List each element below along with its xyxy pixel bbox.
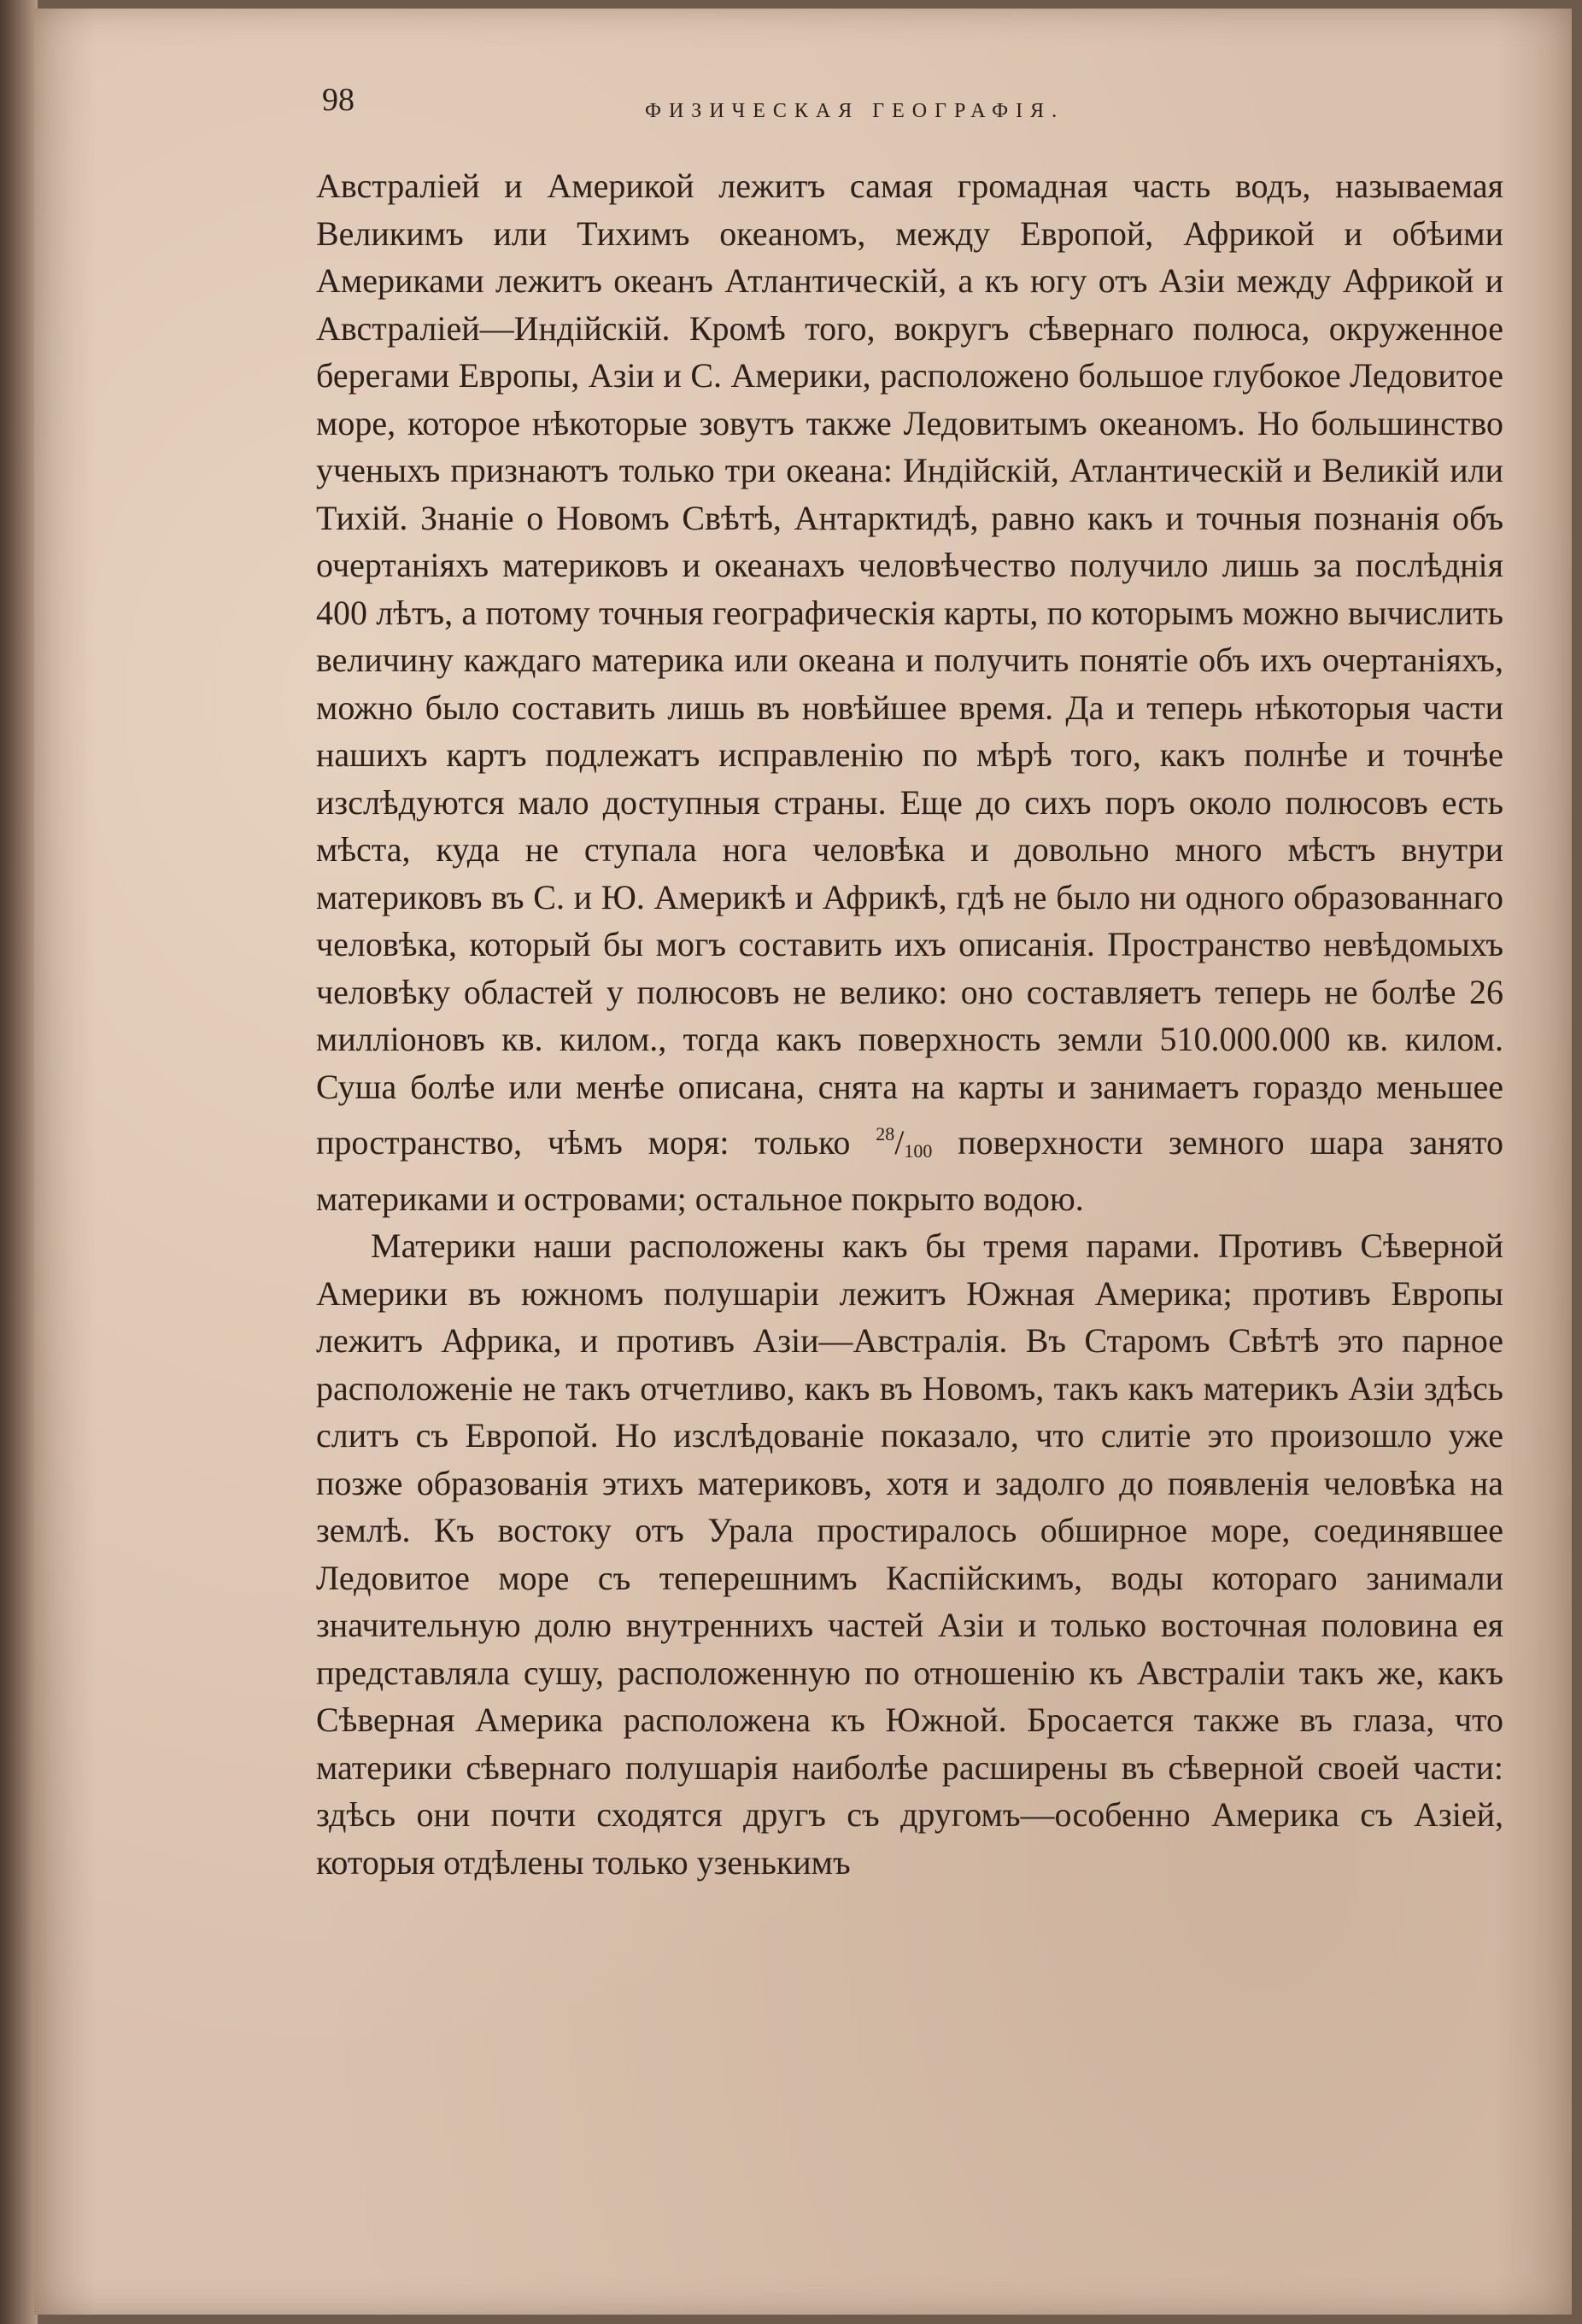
fraction-separator: / xyxy=(894,1123,905,1162)
paragraph-1 xyxy=(316,162,1503,1222)
paragraph-1-text: Австраліей и Америкой лежитъ самая громадная часть водъ, называемая Великимъ или Тихимъ океаномъ, между Европой, Африкой и обѣими Америками лежитъ океанъ Атлантическій, а къ югу отъ Азіи между Африкой и Австраліей—Индійскій. Кромѣ того, вокругъ сѣвернаго полюса, окруженное берегами Европы, Азіи и С. Америки, расположено большое глубокое Ледовитое море, которое нѣкоторые зовутъ также Ледовитымъ океаномъ. Но большинство ученыхъ признаютъ только три океана: Индійскій, Атлантическій и Великій или Тихій. Знаніе о Новомъ Свѣтѣ, Антарктидѣ, равно какъ и точныя познанія объ очертаніяхъ материковъ и океанахъ человѣчество получило лишь за послѣднія 400 лѣтъ, а потому точныя географическія карты, по которымъ можно вычислить величину каждаго материка или океана и получить понятіе объ ихъ очертаніяхъ, можно было составить лишь въ новѣйшее время. Да и теперь нѣкоторыя части нашихъ картъ подлежатъ исправленію по мѣрѣ того, какъ полнѣе и точнѣе изслѣдуются мало доступныя страны. Еще до сихъ поръ около полюсовъ есть мѣста, куда не ступала нога человѣка и довольно много мѣстъ внутри материковъ въ С. и Ю. Америкѣ и Африкѣ, гдѣ не было ни одного образованнаго человѣка, который бы могъ составить ихъ описанія. Пространство невѣдомыхъ человѣку областей у полюсовъ не велико: оно составляетъ теперь не болѣе 26 милліоновъ кв. килом., тогда какъ поверхность земли 510.000.000 кв. килом. Суша болѣе или менѣе описана, снята на карты и занимаетъ гораздо меньшее пространство, чѣмъ моря: только xyxy=(316,167,1503,1162)
paragraph-1-text-end: поверхности земного шара занято материками и островами; остальное покрыто водою. xyxy=(316,1123,1503,1218)
body-text xyxy=(316,162,1503,1886)
page-number: 98 xyxy=(322,82,354,118)
paragraph-2: Материки наши расположены какъ бы тремя парами. Противъ Сѣверной Америки въ южномъ полушаріи лежитъ Южная Америка; противъ Европы лежитъ Африка, и противъ Азіи—Австралія. Въ Старомъ Свѣтѣ это парное расположеніе не такъ отчетливо, какъ въ Новомъ, такъ какъ материкъ Азіи здѣсь слитъ съ Европой. Но изслѣдованіе показало, что слитіе это произошло уже позже образованія этихъ материковъ, хотя и задолго до появленія человѣка на землѣ. Къ востоку отъ Урала простиралось обширное море, соединявшее Ледовитое море съ теперешнимъ Каспійскимъ, воды котораго занимали значительную долю внутреннихъ частей Азіи и только восточная половина ея представляла сушу, расположенную по отношенію къ Австраліи такъ же, какъ Сѣверная Америка расположена къ Южной. Бросается также въ глаза, что материки сѣвернаго полушарія наиболѣе расширены въ сѣверной своей части: здѣсь они почти сходятся другъ съ другомъ—особенно Америка съ Азіей, которыя отдѣлены только узенькимъ xyxy=(316,1226,1503,1882)
running-title: ФИЗИЧЕСКАЯ ГЕОГРАФІЯ. xyxy=(645,100,1065,122)
page-header xyxy=(286,81,1499,141)
fraction xyxy=(876,1123,932,1162)
fraction-denominator: 100 xyxy=(904,1140,933,1162)
book-spine xyxy=(0,0,38,2324)
fraction-numerator: 28 xyxy=(876,1123,895,1144)
